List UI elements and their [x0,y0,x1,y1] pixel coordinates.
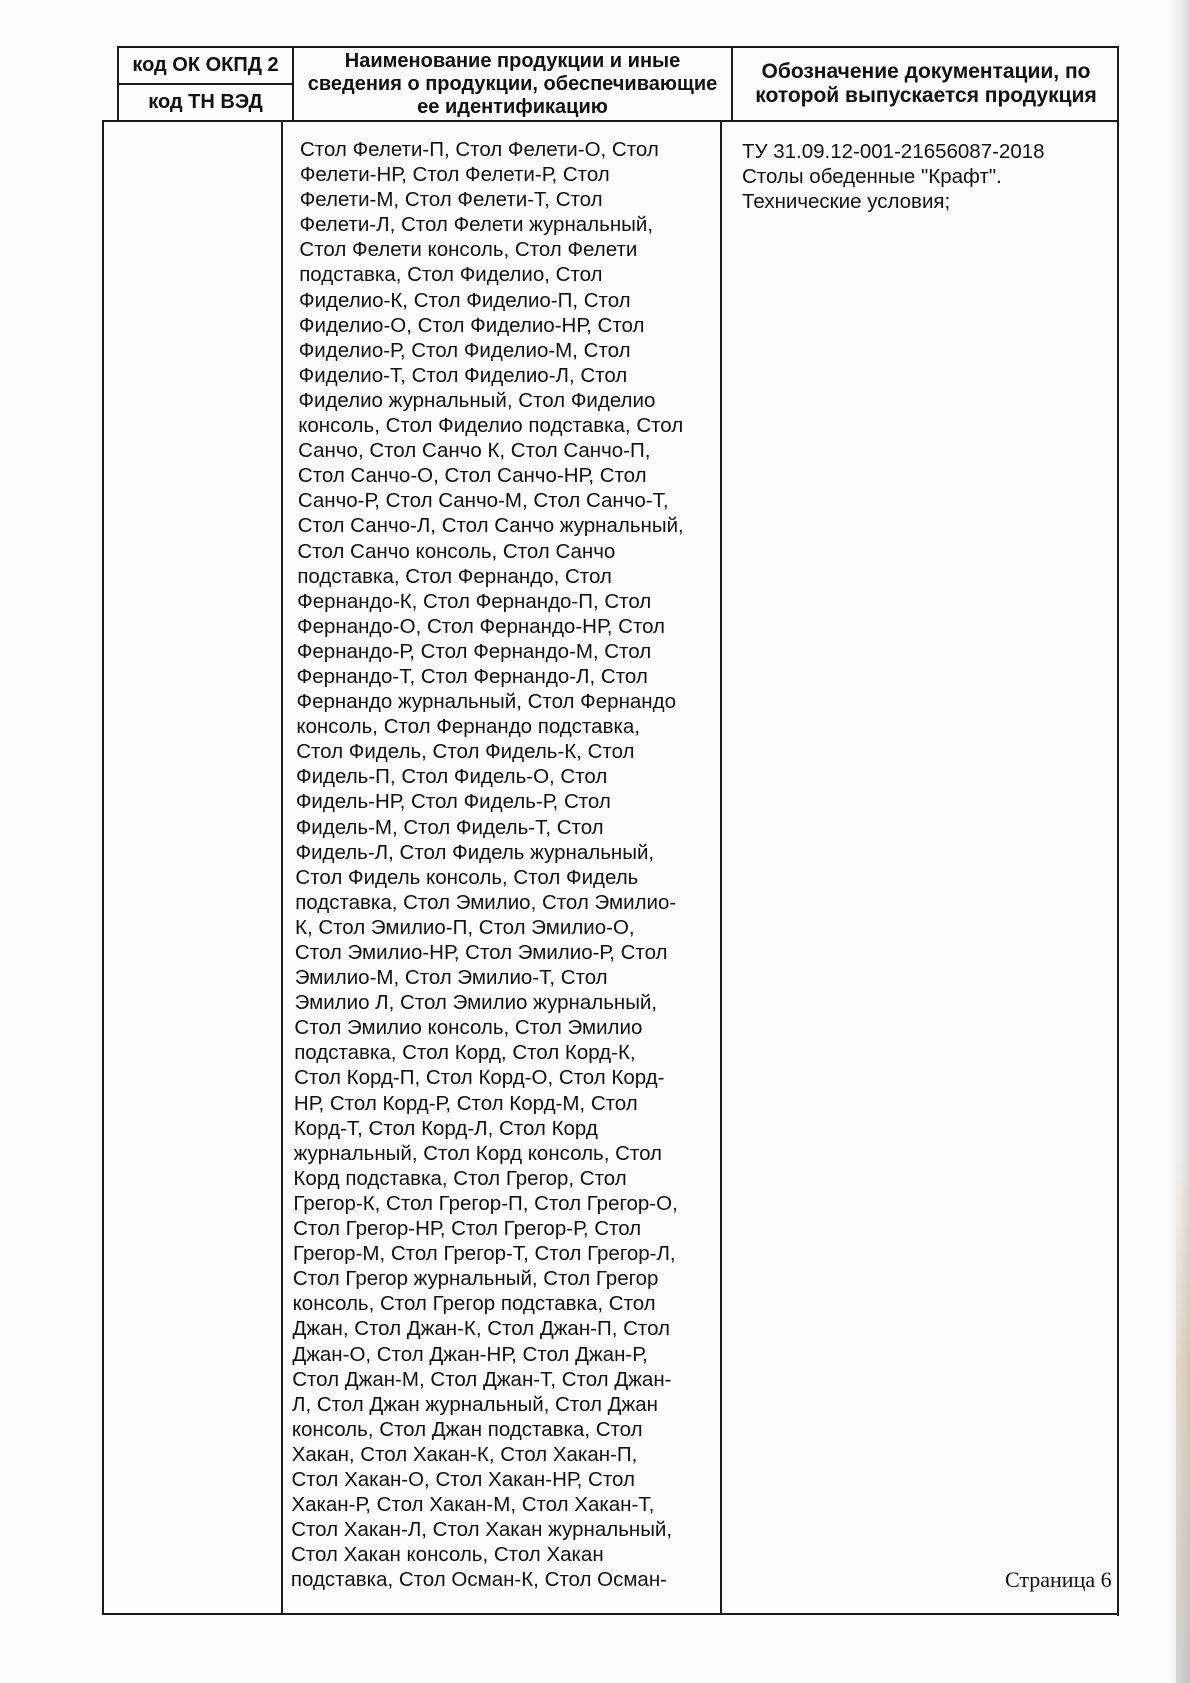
product-line: Хакан-Р, Стол Хакан-М, Стол Хакан-Т, [291,1493,655,1517]
product-line: подставка, Стол Корд, Стол Корд-К, [294,1041,636,1065]
product-line: Стол Эмилио консоль, Стол Эмилио [294,1016,643,1040]
documentation-line: Столы обеденные "Крафт". [742,165,1002,189]
documentation-line: Технические условия; [742,190,951,214]
header-code-okpd-text: код ОК ОКПД 2 [132,54,279,76]
product-line: Стол Хакан-Л, Стол Хакан журнальный, [291,1518,673,1542]
product-line: Л, Стол Джан журнальный, Стол Джан [292,1392,658,1416]
product-line: Фелети-Л, Стол Фелети журнальный, [299,213,654,237]
product-line: Фидель-М, Стол Фидель-Т, Стол [295,815,604,839]
product-line: Стол Грегор журнальный, Стол Грегор [292,1267,659,1291]
product-line: Фернандо-К, Стол Фернандо-П, Стол [297,589,652,613]
product-line: консоль, Стол Фиделио подставка, Стол [298,414,684,438]
product-line: Стол Санчо-О, Стол Санчо-НР, Стол [297,464,647,488]
page-number: Страница 6 [1005,1567,1112,1592]
product-line: Фидель-П, Стол Фидель-О, Стол [296,765,608,789]
product-line: Джан, Стол Джан-К, Стол Джан-П, Стол [292,1317,670,1341]
table-border-bottom [102,1613,1119,1615]
product-line: НР, Стол Корд-Р, Стол Корд-М, Стол [293,1091,638,1115]
product-line: Стол Хакан-О, Стол Хакан-НР, Стол [291,1467,635,1491]
product-line: Фиделио-О, Стол Фиделио-НР, Стол [298,313,645,337]
column-divider-1 [292,46,294,122]
header-code-okpd [119,48,292,83]
product-line: Фидель-НР, Стол Фидель-Р, Стол [295,790,611,814]
product-line: Фернандо-О, Стол Фернандо-НР, Стол [297,614,666,638]
product-line: Фернандо-Т, Стол Фернандо-Л, Стол [296,664,648,688]
product-line: Стол Фидель, Стол Фидель-К, Стол [296,740,635,764]
header-separator [117,120,1119,122]
product-line: Фиделио-К, Стол Фиделио-П, Стол [299,288,631,312]
table-border-left-lower [102,120,104,1615]
product-line: Фернандо-Р, Стол Фернандо-М, Стол [296,639,652,663]
product-line: консоль, Стол Грегор подставка, Стол [292,1292,656,1316]
product-line: Джан-О, Стол Джан-НР, Стол Джан-Р, [292,1342,648,1366]
column-divider-2-lower [720,120,722,1615]
product-line: подставка, Стол Фернандо, Стол [297,564,612,588]
product-line: Фидель-Л, Стол Фидель журнальный, [295,840,655,864]
documentation-cell [742,139,1112,214]
product-line: Стол Санчо консоль, Стол Санчо [297,539,616,563]
product-line: Стол Фелети консоль, Стол Фелети [299,238,638,262]
product-line: журнальный, Стол Корд консоль, Стол [293,1141,662,1165]
product-line: Фелети-М, Стол Фелети-Т, Стол [299,188,603,212]
product-line: Эмилио Л, Стол Эмилио журнальный, [294,991,658,1015]
product-line: подставка, Стол Эмилио, Стол Эмилио- [295,890,677,914]
product-line: Фиделио-Р, Стол Фиделио-М, Стол [298,338,631,362]
product-line: Эмилио-М, Стол Эмилио-Т, Стол [294,966,608,990]
documentation-line: ТУ 31.09.12-001-21656087-2018 [742,140,1045,163]
product-line: подставка, Стол Осман-К, Стол Осман- [290,1568,667,1592]
product-line: Корд подставка, Стол Грегор, Стол [293,1166,627,1190]
product-line: Фернандо журнальный, Стол Фернандо [296,690,676,714]
product-line: подставка, Стол Фиделио, Стол [299,263,603,287]
header-product-name-text: Наименование продукции и иные сведения о продукции, обеспечивающие ее идентификацию [307,49,718,118]
product-line: Стол Санчо-Л, Стол Санчо журнальный, [297,514,684,538]
product-line: Стол Эмилио-НР, Стол Эмилио-Р, Стол [294,941,668,964]
header-code-tnved [119,85,292,120]
table-border-right [1117,46,1119,1616]
product-line: Санчо-Р, Стол Санчо-М, Стол Санчо-Т, [297,489,669,513]
header-code-tnved-text: код ТН ВЭД [148,91,263,113]
product-line: Стол Джан-М, Стол Джан-Т, Стол Джан- [292,1367,672,1391]
product-line: Стол Фидель консоль, Стол Фидель [295,865,639,889]
header-product-name [296,48,729,120]
product-line: Фиделио-Т, Стол Фиделио-Л, Стол [298,363,628,387]
product-line: Стол Грегор-НР, Стол Грегор-Р, Стол [293,1217,642,1241]
product-name-cell [290,137,715,1592]
product-line: Стол Фелети-П, Стол Фелети-О, Стол [300,138,659,161]
column-divider-2 [731,46,733,122]
header-documentation [735,48,1117,120]
column-divider-1-lower [281,120,283,1615]
header-documentation-text: Обозначение документации, по которой выпускается продукция [755,60,1097,107]
product-line: консоль, Стол Фернандо подставка, [296,715,640,739]
product-line: Корд-Т, Стол Корд-Л, Стол Корд [293,1116,598,1140]
product-line: Фиделио журнальный, Стол Фиделио [298,388,656,412]
product-line: Санчо, Стол Санчо К, Стол Санчо-П, [298,439,651,463]
product-line: Грегор-К, Стол Грегор-П, Стол Грегор-О, [293,1191,678,1215]
product-line: Грегор-М, Стол Грегор-Т, Стол Грегор-Л, [293,1242,676,1266]
product-line: Фелети-НР, Стол Фелети-Р, Стол [299,163,610,187]
product-line: К, Стол Эмилио-П, Стол Эмилио-О, [295,915,635,939]
header-separator-left [102,120,119,122]
scan-shadow-lower [1176,1150,1190,1683]
product-line: Стол Корд-П, Стол Корд-О, Стол Корд- [294,1066,665,1090]
product-line: Стол Хакан консоль, Стол Хакан [291,1543,604,1567]
product-line: Хакан, Стол Хакан-К, Стол Хакан-П, [291,1442,638,1466]
product-line: консоль, Стол Джан подставка, Стол [291,1417,643,1441]
